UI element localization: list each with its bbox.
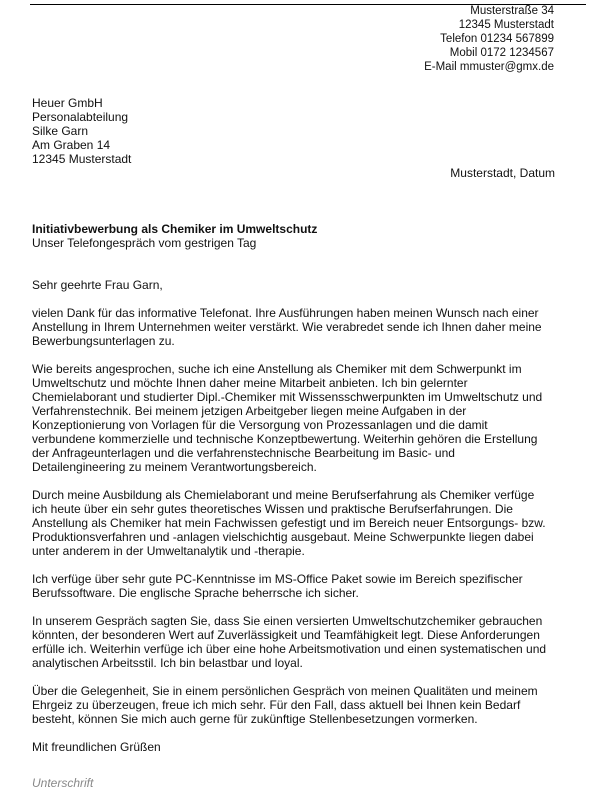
body-paragraph: [32, 572, 552, 600]
paragraph-line: erfülle ich. Weiterhin verfüge ich über eine hohe Arbeitsmotivation und einen systematischen und: [32, 642, 547, 656]
recipient-contact: Silke Garn: [32, 124, 89, 138]
paragraph-line: Wie bereits angesprochen, suche ich eine Anstellung als Chemiker mit dem Schwerpunkt im: [32, 362, 522, 376]
closing-phrase: Mit freundlichen Grüßen: [32, 740, 161, 754]
paragraph-line: In unserem Gespräch sagten Sie, dass Sie einen versierten Umweltschutzchemiker gebrauchen: [32, 614, 543, 628]
paragraph-line: Konzeptionierung von Vorlagen für die Versorgung von Prozessanlagen und die damit: [32, 418, 488, 432]
paragraph-line: Produktionsverfahren und -anlagen vielschichtig ausgebaut. Meine Schwerpunkte liegen dabei: [32, 530, 534, 544]
paragraph-line: vielen Dank für das informative Telefonat. Ihre Ausführungen haben meinen Wunsch nach einer: [32, 306, 539, 320]
paragraph-line: besteht, können Sie mich auch gerne für zukünftige Stellenbesetzungen vormerken.: [32, 712, 478, 726]
body-paragraph: [32, 488, 552, 558]
paragraph-line: Anstellung als Chemiker hat mein Fachwissen gefestigt und im Bereich neuer Entsorgungs- bzw.: [32, 516, 546, 530]
reference-line: Unser Telefongespräch vom gestrigen Tag: [32, 236, 257, 250]
sender-email: E-Mail mmuster@gmx.de: [424, 61, 554, 73]
paragraph-line: unter anderem in der Umweltanalytik und -therapie.: [32, 544, 305, 558]
paragraph-line: der Anfrageunterlagen und die verfahrenstechnische Bearbeitung im Basic- und: [32, 446, 455, 460]
paragraph-line: Berufssoftware. Die englische Sprache beherrsche ich sicher.: [32, 586, 359, 600]
paragraph-line: Ehrgeiz zu überzeugen, freue ich mich sehr. Für den Fall, dass aktuell bei Ihnen kein Bedarf: [32, 698, 521, 712]
recipient-city: 12345 Musterstadt: [32, 152, 132, 166]
sender-street: Musterstraße 34: [470, 5, 554, 17]
paragraph-line: Umweltschutz und möchte Ihnen daher meine Mitarbeit anbieten. Ich bin gelernter: [32, 376, 468, 390]
salutation: Sehr geehrte Frau Garn,: [32, 278, 163, 292]
recipient-address-block: [32, 96, 131, 166]
body-paragraph: [32, 614, 552, 670]
paragraph-line: könnten, der besonderen Wert auf Zuverlässigkeit und Teamfähigkeit legt. Diese Anforderungen: [32, 628, 540, 642]
sender-address-block: [424, 4, 554, 74]
paragraph-line: verbundene kommerzielle und technische Konzeptbewertung. Weiterhin gehören die Erstellung: [32, 432, 538, 446]
paragraph-line: analytischen Arbeitsstil. Ich bin belastbar und loyal.: [32, 656, 303, 670]
paragraph-line: Verfahrenstechnik. Bei meinem jetzigen Arbeitgeber liegen meine Aufgaben in der: [32, 404, 467, 418]
recipient-street: Am Graben 14: [32, 138, 111, 152]
place-date: Musterstadt, Datum: [450, 166, 555, 180]
paragraph-line: ich heute über ein sehr gutes theoretisches Wissen und praktische Berufserfahrungen. Die: [32, 502, 513, 516]
paragraph-line: Durch meine Ausbildung als Chemielaborant und meine Berufserfahrung als Chemiker verfüge: [32, 488, 535, 502]
paragraph-line: Ich verfüge über sehr gute PC-Kenntnisse im MS-Office Paket sowie im Bereich spezifischer: [32, 572, 523, 586]
paragraph-line: Detailengineering zu meinem Verantwortungsbereich.: [32, 460, 317, 474]
recipient-department: Personalabteilung: [32, 110, 129, 124]
recipient-company: Heuer GmbH: [32, 96, 103, 110]
sender-mobile: Mobil 0172 1234567: [449, 47, 554, 59]
signature-placeholder: Unterschrift: [32, 776, 94, 790]
paragraph-line: Bewerbungsunterlagen zu.: [32, 334, 175, 348]
body-paragraph: [32, 362, 552, 474]
sender-phone: Telefon 01234 567899: [440, 33, 554, 45]
body-paragraph: [32, 306, 552, 348]
sender-city: 12345 Musterstadt: [458, 19, 554, 31]
paragraph-line: Anstellung in Ihrem Unternehmen weiter verstärkt. Wie verabredet sende ich Ihnen daher meine: [32, 320, 542, 334]
paragraph-line: Chemielaborant und studierter Dipl.-Chemiker mit Wissensschwerpunkten im Umweltschutz und: [32, 390, 543, 404]
subject-line: Initiativbewerbung als Chemiker im Umweltschutz: [32, 222, 318, 236]
paragraph-line: Über die Gelegenheit, Sie in einem persönlichen Gespräch von meinen Qualitäten und meinem: [32, 684, 538, 698]
body-paragraph: [32, 684, 552, 726]
